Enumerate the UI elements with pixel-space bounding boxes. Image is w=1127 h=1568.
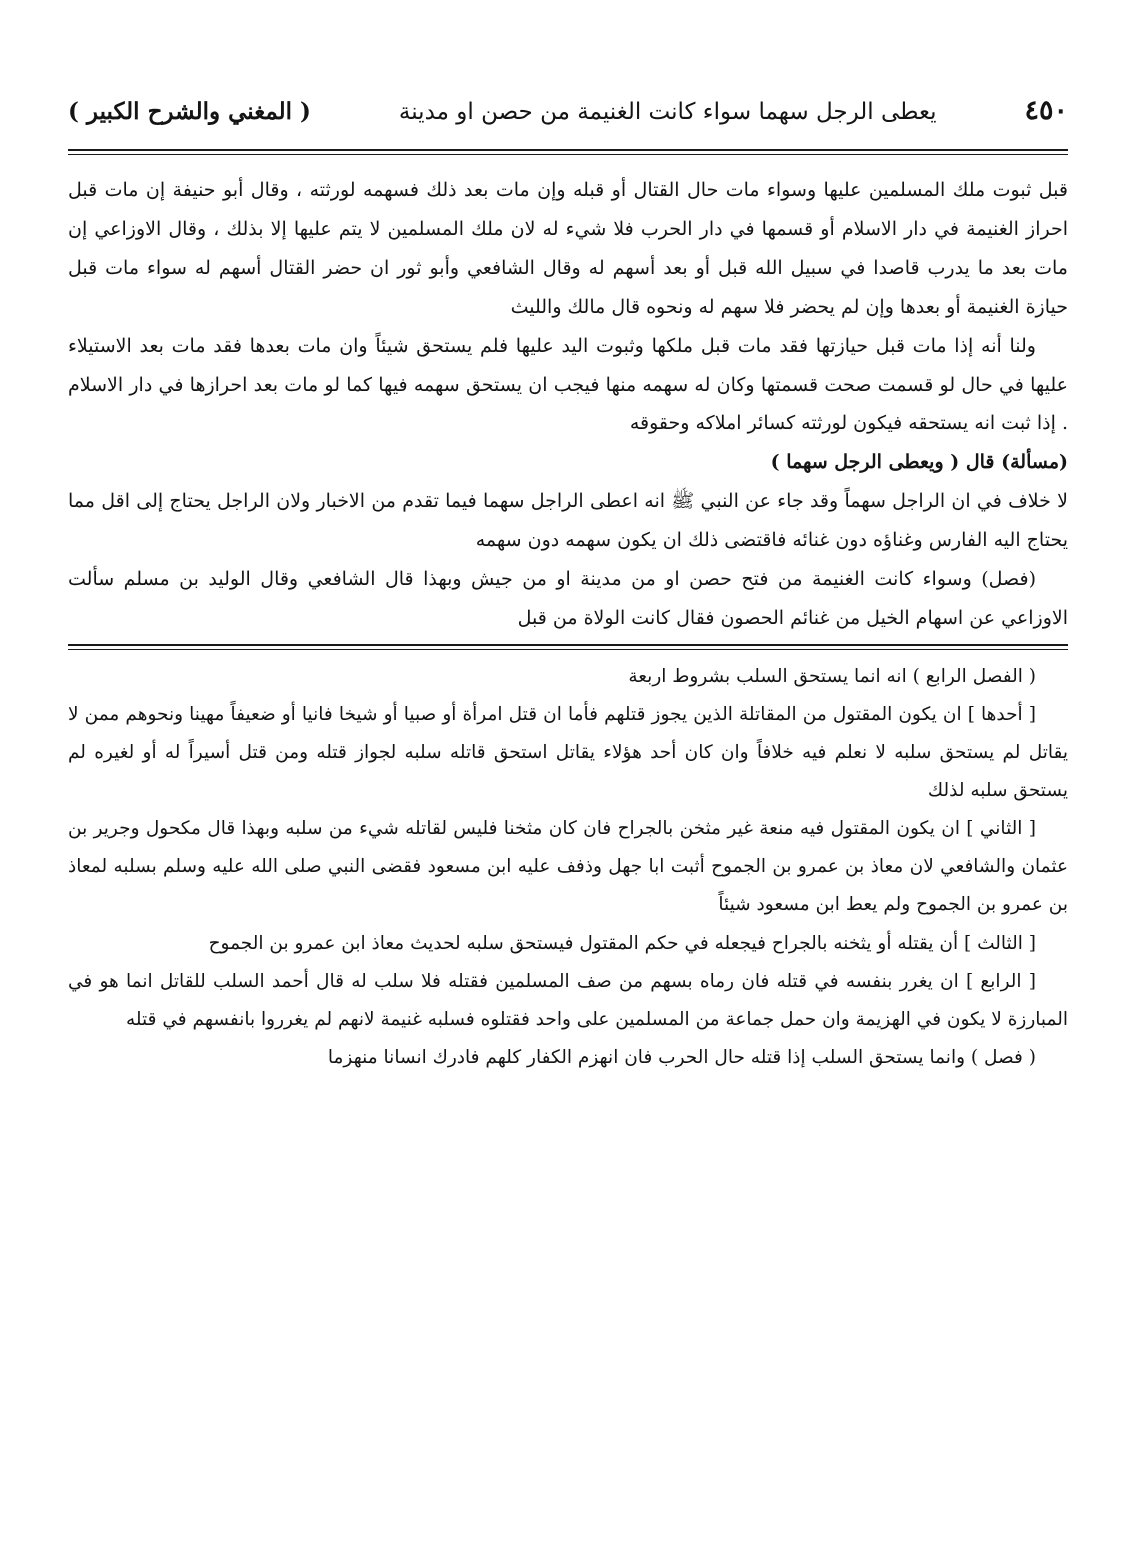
commentary-paragraph: ( فصل ) وانما يستحق السلب إذا قتله حال الحرب فان انهزم الكفار كلهم فادرك انسانا منهزما — [327, 1046, 1036, 1068]
page-header — [68, 95, 1068, 145]
main-paragraph: ولنا أنه إذا مات قبل حيازتها فقد مات قبل ملكها وثبوت اليد عليها فلم يستحق شيئاً وان مات بعدها فقد مات بعد الاستيلاء عليها في حال لو قسمت صحت قسمتها وكان له سهمه منها فيجب ان يستحق سهمه فيها كما لو مات بعد احرازها في دار الاسلام . إذا ثبت انه يستحقه فيكون لورثته كسائر املاكه وحقوقه — [68, 334, 1068, 435]
page-number: ٤٥٠ — [1024, 95, 1068, 126]
commentary-paragraph: [ الثاني ] ان يكون المقتول فيه منعة غير مثخن بالجراح فان كان مثخنا فليس لقاتله شيء من سلبه وبهذا قال مكحول وجرير بن عثمان والشافعي لان معاذ بن عمرو بن الجموح أثبت ابا جهل وذفف عليه ابن مسعود فقضى النبي صلى الله عليه وسلم بسلبه لمعاذ بن عمرو بن الجموح ولم يعط ابن مسعود شيئاً — [68, 818, 1068, 916]
commentary-paragraph: [ الرابع ] ان يغرر بنفسه في قتله فان رماه بسهم من صف المسلمين فقتله فلا سلب له قال أحمد السلب للقاتل انما هو في المبارزة لا يكون في الهزيمة وان حمل جماعة من المسلمين على واحد فقتلوه فسلبه غنيمة لانهم لم يغرروا بانفسهم في قتله — [68, 970, 1068, 1030]
book-title: ( المغني والشرح الكبير ) — [68, 98, 311, 125]
footnote-separator — [68, 644, 1068, 650]
commentary-text — [68, 658, 1068, 1077]
main-paragraph: (فصل) وسواء كانت الغنيمة من فتح حصن او من مدينة او من جيش وبهذا قال الشافعي وقال الوليد بن مسلم سألت الاوزاعي عن اسهام الخيل من غنائم الحصون فقال كانت الولاة من قبل — [68, 568, 1068, 629]
commentary-paragraph: [ أحدها ] ان يكون المقتول من المقاتلة الذين يجوز قتلهم فأما ان قتل امرأة أو صبيا أو شيخا فانيا أو ضعيفاً مهينا ونحوهم ممن لا يقاتل لم يستحق سلبه لا نعلم فيه خلافاً وان كان أحد هؤلاء يقاتل استحق قاتله سلبه لجواز قتله ومن قتل أسيراً له أو لغيره لم يستحق سلبه لذلك — [68, 703, 1068, 802]
commentary-paragraph: ( الفصل الرابع ) انه انما يستحق السلب بشروط اربعة — [628, 665, 1036, 687]
main-paragraph: لا خلاف في ان الراجل سهماً وقد جاء عن النبي ﷺ انه اعطى الراجل سهما فيما تقدم من الاخبار ولان الراجل يحتاج إلى اقل مما يحتاج اليه الفارس وغناؤه دون غنائه فاقتضى ذلك ان يكون سهمه دون سهمه — [68, 490, 1068, 552]
header-rule — [68, 149, 1068, 155]
running-title: يعطى الرجل سهما سواء كانت الغنيمة من حصن او مدينة — [398, 99, 937, 125]
section-heading: (مسألة) قال ( ويعطى الرجل سهما ) — [770, 451, 1068, 474]
book-page — [68, 95, 1068, 1077]
main-paragraph: قبل ثبوت ملك المسلمين عليها وسواء مات حال القتال أو قبله وإن مات بعد ذلك فسهمه لورثته ، وقال أبو حنيفة إن مات قبل احراز الغنيمة في دار الاسلام أو قسمها في دار الحرب فلا شيء له لان ملك المسلمين لا يتم عليها إلا بذلك ، وقال الاوزاعي إن مات بعد ما يدرب قاصدا في سبيل الله قبل أو بعد أسهم له وقال الشافعي وأبو ثور ان حضر القتال أسهم له سواء مات قبل حيازة الغنيمة أو بعدها وإن لم يحضر فلا سهم له ونحوه قال مالك والليث — [68, 179, 1068, 318]
commentary-paragraph: [ الثالث ] أن يقتله أو يثخنه بالجراح فيجعله في حكم المقتول فيستحق سلبه لحديث معاذ ابن عمرو بن الجموح — [208, 932, 1036, 954]
main-text — [68, 171, 1068, 638]
